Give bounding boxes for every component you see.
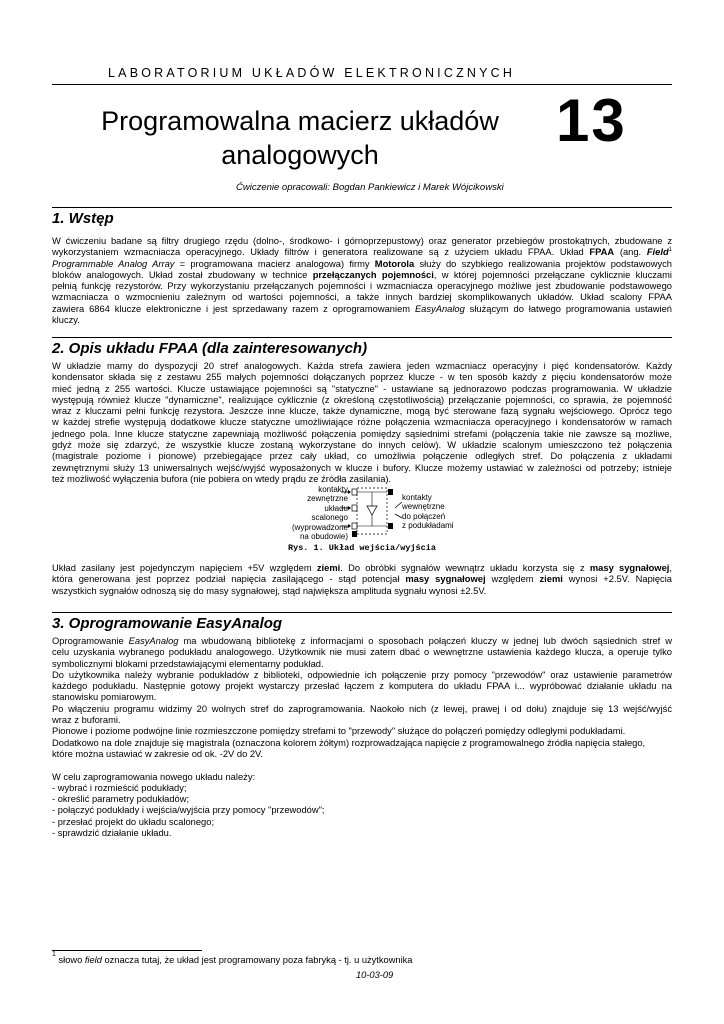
section-1-text <box>52 236 672 326</box>
text-line: jednego pola. Inne klucze statyczne zapewniają możliwość połączenia pomiędzy sąsiednimi strefami (połączenia takie nie zawsze są możliwe, <box>52 428 672 439</box>
footnote-mark: 1 <box>52 950 56 958</box>
buffer-icon <box>367 506 377 515</box>
text-line: kluczy. <box>52 315 80 326</box>
pad-icon <box>388 523 393 529</box>
text-line: celu uzyskania wybranego podukładu analogowego. Użytkownik nie musi zatem dbać o wewnętrzne ustawienia każdego klucza, a operuje tylko <box>52 647 672 658</box>
figure-caption: Rys. 1. Układ wejścia/wyjścia <box>288 543 436 553</box>
text-line: wykorzystaniem wzmacniacza operacyjnego. Układy filtrów i generatora realizowane są z użyciem układu FPAA. Układ FPAA (ang. Field$^1$ <box>52 247 672 258</box>
figure-left-label: kontakty zewnętrzne układu scalonego (wyprowadzone na obudowie) <box>291 485 348 542</box>
switch-box <box>352 505 357 511</box>
text-line: stanowisku pomiarowym. <box>52 692 157 703</box>
page-title <box>70 104 530 172</box>
text-line: gdyż może się zdarzyć, że wszystkie klucze zostaną wykorzystane do innych celów). W układzie scalonym umieszczono też połączenia <box>52 440 672 451</box>
footnote: $^1$ słowo field oznacza tutaj, że układ jest programowany poza fabryką - tj. u użytkownika <box>52 950 413 965</box>
text-line: (magistrale poziome i pionowe) przebiegające przez cały układ, co umożliwia połączenie odległych stref. Do połączenia z układami <box>52 451 672 462</box>
section-3-heading: 3. Oprogramowanie EasyAnalog <box>52 615 283 632</box>
text-line: bloków analogowych. Układ został zbudowany w technice przełączanych pojemności, w której pojemności przełączane cyklicznie kluczami <box>52 269 672 280</box>
text-line: wraz z buforami. <box>52 715 121 726</box>
switch-box <box>352 489 357 495</box>
authors-line: Ćwiczenie opracowali: Bogdan Pankiewicz i Marek Wójcikowski <box>236 182 504 193</box>
arrow-icon <box>348 490 351 494</box>
task-intro: W celu zaprogramowania nowego układu należy: <box>52 771 256 782</box>
io-circuit-diagram <box>340 486 402 542</box>
text-line: występują również klucze "dynamiczne", realizujące cyklicznie (z określoną częstotliwością) przełączanie pojemności, co sprawia, że pojemność <box>52 394 672 405</box>
pad-icon <box>388 489 393 495</box>
task-item: - przesłać projekt do układu scalonego; <box>52 816 215 827</box>
text-line: Oprogramowanie EasyAnalog ma wbudowaną bibliotekę z informacjami o sposobach połączeń kluczy w jednej lub dwóch sąsiednich stref w <box>52 636 672 646</box>
text-line: pełnią funkcję rezystorów. Przy wykorzystaniu przełączanych pojemności i wzmacniacza operacyjnego możliwe jest zbudowanie podstawowego <box>52 281 672 292</box>
text-line: Dodatkowo na dole znajduje się magistrala (oznaczona kolorem żółtym) rozprowadzająca napięcie z programowalnego źródła napięcia stałego, <box>52 737 646 748</box>
lab-header: LABORATORIUM UKŁADÓW ELEKTRONICZNYCH <box>108 66 516 80</box>
text-line: W ćwiczeniu badane są filtry drugiego rzędu (dolno-, środkowo- i górnoprzepustowy) oraz generator przebiegów prostokątnych, zbudowane z <box>52 236 672 246</box>
text-line: wraz z kluczami pełni funkcję rezystora. Jeszcze inne klucze, także dynamiczne, mogą być sterowane fazą sygnału wejściowego. Oprócz tego <box>52 406 672 417</box>
section-2-text-2 <box>52 563 672 597</box>
title-line-2: analogowych <box>221 140 379 170</box>
section-rule <box>52 337 672 338</box>
section-2-heading: 2. Opis układu FPAA (dla zainteresowanych) <box>52 340 368 357</box>
text-line: Programmable Analog Array = programowana macierz analogowa) firmy Motorola służy do szybkiego realizowania projektów podstawowych <box>52 258 672 269</box>
section-2-text <box>52 361 672 485</box>
text-line: każdego podukładu. Następnie gotowy projekt wystarczy przesłać łączem z komputera do układu FPAA i... wypróbować działanie układu na <box>52 681 672 692</box>
text-line: kondensator składa się z zestawu 255 małych pojemności dołączanych poprzez klucze - w ten sposób każdy z pięciu kondensatorów może <box>52 372 672 383</box>
exercise-number: 13 <box>556 87 627 154</box>
text-line: Do użytkownika należy wybranie podukładów z biblioteki, odpowiednie ich połączenie przy pomocy "przewodów" oraz ustawienie parametrów <box>52 669 672 680</box>
text-line: mieć jedną z 255 wartości. Klucze ustawiające pojemności są "statyczne" - ustawiane są jednorazowo podczas programowania. W układzie <box>52 383 672 394</box>
header-rule <box>52 84 672 85</box>
text-line: W układzie mamy do dyspozycji 20 stref analogowych. Każda strefa zawiera jeden wzmacniacz operacyjny i pięć kondensatorów. Każdy <box>52 361 672 371</box>
text-line: która generowana jest poprzez podział napięcia zasilającego - stąd potencjał masy sygnałowej względem ziemi wynosi +2.5V. Napięcia <box>52 574 672 585</box>
section-rule <box>52 207 672 208</box>
task-item: - połączyć podukłady i wejścia/wyjścia przy pomocy "przewodów"; <box>52 805 325 816</box>
text-line <box>52 760 672 771</box>
text-line: też możliwość wyłączenia bufora (nie pobiera on wtedy prądu ze źródła zasilania). <box>52 473 392 484</box>
footnote-rule <box>52 950 202 951</box>
text-line: symbolicznymi blokami przedstawiającymi elementarny podukład. <box>52 658 324 669</box>
task-item: - wybrać i rozmieścić podukłady; <box>52 782 187 793</box>
pointer-line <box>395 514 402 518</box>
text-line: zewnętrznymi służy 13 uniwersalnych wejść/wyjść wyposażonych w klucze i bufory. Klucze możemy ustawiać w zależności od potrzeby; istnieje <box>52 462 672 473</box>
figure-right-label: kontakty wewnętrzne do połączeń z podukładami <box>402 493 454 531</box>
arrow-icon <box>348 506 351 510</box>
footnote-ref[interactable]: 1 <box>668 247 672 254</box>
text-line: Po włączeniu programu widzimy 20 wolnych stref do zaprogramowania. Naokoło nich (z lewej, prawej i od dołu) znajduje się 13 wejść/wyjść <box>52 703 672 714</box>
text-line: zawiera 6864 klucze elektroniczne i jest sprzedawany razem z oprogramowaniem EasyAnalog służącym do łatwego programowania ustawień <box>52 303 672 314</box>
text-line: Układ zasilany jest pojedynczym napięciem +5V względem ziemi. Do obróbki sygnałów wewnątrz układu korzysta się z masy sygnałowej, <box>52 563 672 573</box>
section-rule <box>52 612 672 613</box>
text-line: wszystkich sygnałów odnoszą się do masy sygnałowej, stąd największa amplituda sygnału wynosi ±2.5V. <box>52 585 487 596</box>
arrow-icon <box>348 524 351 528</box>
text-line: Pionowe i poziome podwójne linie rozmieszczone pomiędzy strefami to "przewody" służące do połączeń pomiędzy odległymi podukładami. <box>52 726 626 737</box>
title-line-1: Programowalna macierz układów <box>101 106 499 136</box>
section-1-heading: 1. Wstęp <box>52 210 114 227</box>
task-item: - sprawdzić działanie układu. <box>52 828 172 839</box>
pad-icon <box>352 531 357 537</box>
pointer-line <box>395 502 402 508</box>
text-line: wzmacniacza o wzmocnieniu zależnym od wartości pojemności, a także innych bardziej skomplikowanych układów. Układ scalony FPAA <box>52 292 672 303</box>
text-line: które można ustawiać w zakresie od ok. -2V do 2V. <box>52 748 264 759</box>
switch-box <box>352 523 357 529</box>
section-3-text <box>52 636 672 839</box>
task-item: - określić parametry podukładów; <box>52 794 190 805</box>
text-line: w każdej strefie występują dodatkowe klucze statyczne umożliwiające różne połączenia wzmacniacza operacyjnego i kondensatorów w ramach <box>52 417 672 428</box>
footer-date: 10-03-09 <box>356 970 394 980</box>
